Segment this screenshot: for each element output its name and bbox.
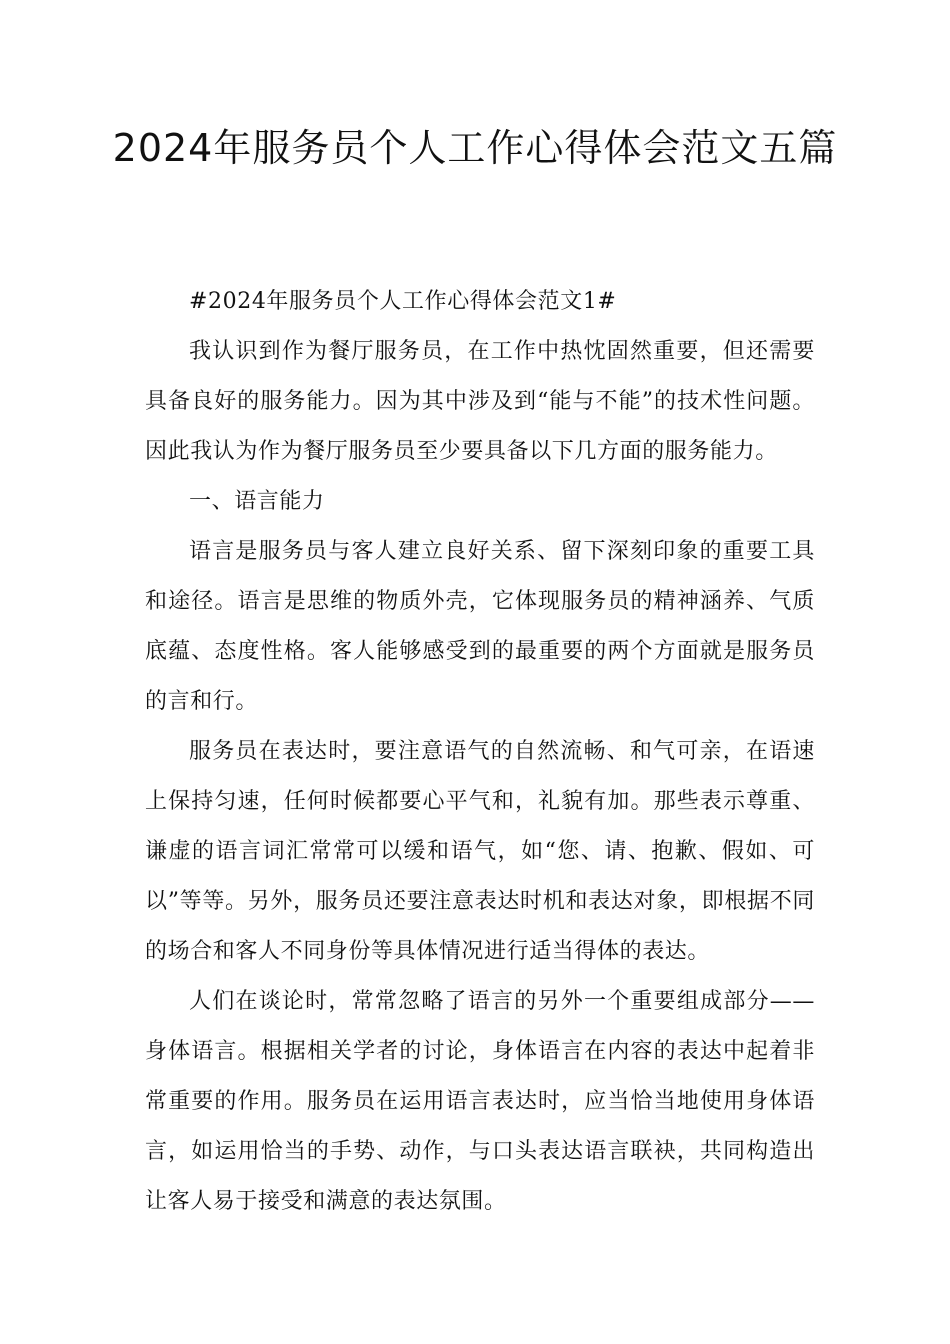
document-body xyxy=(145,277,815,1227)
paragraph-expression-tone: 服务员在表达时，要注意语气的自然流畅、和气可亲，在语速上保持匀速，任何时候都要心平气和，礼貌有加。那些表示尊重、谦虚的语言词汇常常可以缓和语气，如“您、请、抱歉、假如、可以”等等。另外，服务员还要注意表达时机和表达对象，即根据不同的场合和客人不同身份等具体情况进行适当得体的表达。 xyxy=(145,739,815,964)
section-heading-article-1: #2024年服务员个人工作心得体会范文1# xyxy=(189,289,617,314)
section-heading-language-ability: 一、语言能力 xyxy=(189,489,325,514)
paragraph-body-language: 人们在谈论时，常常忽略了语言的另外一个重要组成部分——身体语言。根据相关学者的讨论，身体语言在内容的表达中起着非常重要的作用。服务员在运用语言表达时，应当恰当地使用身体语言，如运用恰当的手势、动作，与口头表达语言联袂，共同构造出让客人易于接受和满意的表达氛围。 xyxy=(145,989,815,1214)
paragraph-intro: 我认识到作为餐厅服务员，在工作中热忱固然重要，但还需要具备良好的服务能力。因为其中涉及到“能与不能”的技术性问题。因此我认为作为餐厅服务员至少要具备以下几方面的服务能力。 xyxy=(145,339,815,464)
document-title: 2024年服务员个人工作心得体会范文五篇 xyxy=(112,126,838,170)
paragraph-language-importance: 语言是服务员与客人建立良好关系、留下深刻印象的重要工具和途径。语言是思维的物质外壳，它体现服务员的精神涵养、气质底蕴、态度性格。客人能够感受到的最重要的两个方面就是服务员的言和行。 xyxy=(145,539,815,714)
